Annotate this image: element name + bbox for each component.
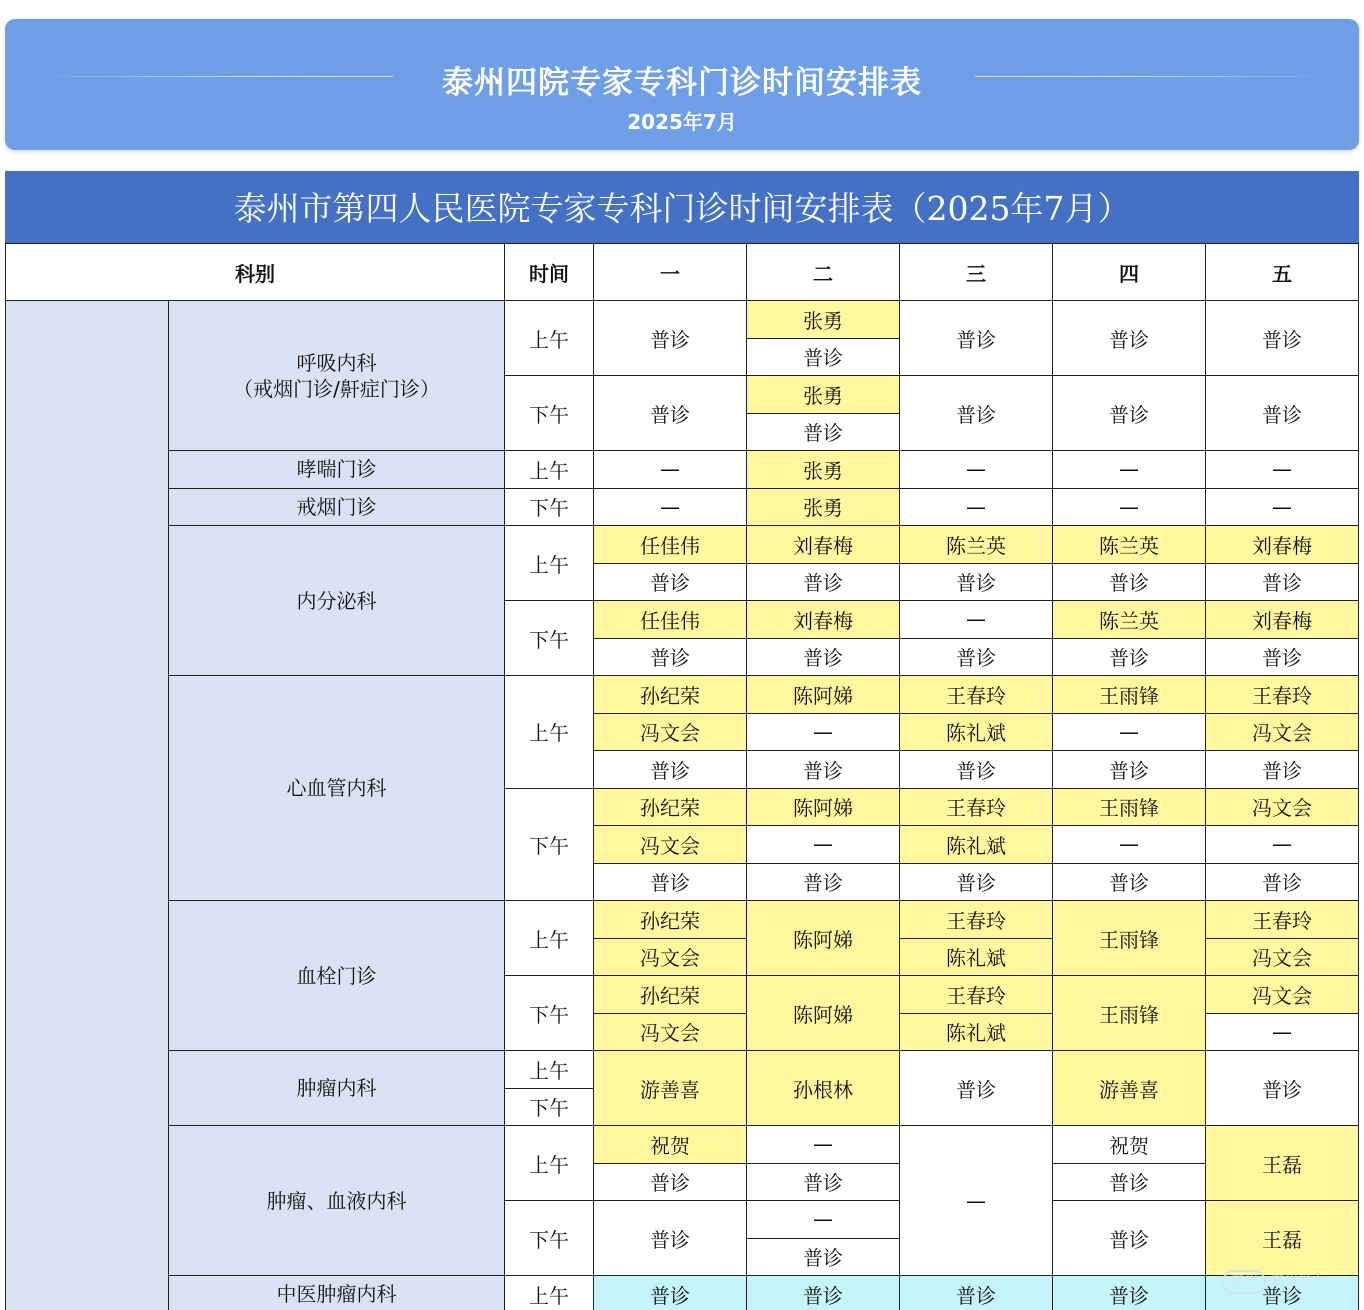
schedule-cell: 普诊 [1053,1201,1206,1276]
schedule-cell: 普诊 [1053,1276,1206,1310]
schedule-cell: 普诊 [1206,301,1359,376]
schedule-cell: 普诊 [747,638,900,676]
schedule-cell: 普诊 [900,563,1053,601]
expert-cell: 陈礼斌 [900,938,1053,976]
time-cell: 上午 [505,1276,594,1310]
schedule-cell: — [900,451,1053,489]
expert-cell: 刘春梅 [747,526,900,564]
schedule-cell: 普诊 [594,1201,747,1276]
schedule-cell: 普诊 [1053,563,1206,601]
watermark-text: 泰州发布 [1270,1274,1326,1290]
dept-asthma: 哮喘门诊 [169,451,505,489]
schedule-cell: 普诊 [594,563,747,601]
time-cell: 上午 [505,676,594,789]
schedule-cell: 普诊 [1053,638,1206,676]
schedule-cell: 普诊 [747,863,900,901]
schedule-cell: 普诊 [1206,563,1359,601]
time-cell: 上午 [505,526,594,601]
header-banner [5,19,1359,150]
schedule-cell: — [747,826,900,864]
schedule-cell: 普诊 [900,376,1053,451]
dept-thrombosis: 血栓门诊 [169,901,505,1051]
dept-name: 呼吸内科 [296,350,377,375]
schedule-cell: 普诊 [747,1163,900,1201]
schedule-cell: 普诊 [1053,1163,1206,1201]
expert-cell: 王雨锋 [1053,901,1206,976]
document-title: 泰州市第四人民医院专家专科门诊时间安排表（2025年7月） [5,171,1359,244]
schedule-cell: 普诊 [1053,863,1206,901]
dept-respiratory [169,301,505,451]
time-cell: 下午 [505,1088,594,1126]
time-cell: 上午 [505,1051,594,1089]
banner-title: 泰州四院专家专科门诊时间安排表 [442,65,922,101]
time-cell: 下午 [505,376,594,451]
schedule-cell: — [1206,826,1359,864]
expert-cell: 冯文会 [1206,938,1359,976]
schedule-cell: 普诊 [594,638,747,676]
expert-cell: 王雨锋 [1053,788,1206,826]
header-tue: 二 [747,244,900,301]
expert-cell: 孙纪荣 [594,976,747,1014]
table-row [6,1051,1359,1089]
watermark-badge: 泰州 [1222,1270,1266,1294]
expert-cell: 陈阿娣 [747,901,900,976]
expert-cell: 孙纪荣 [594,788,747,826]
expert-cell: 冯文会 [1206,788,1359,826]
expert-cell: 孙根林 [747,1051,900,1126]
header-row [6,244,1359,301]
expert-cell: 王春玲 [900,676,1053,714]
schedule-cell: — [900,1126,1053,1276]
expert-cell: 王春玲 [1206,901,1359,939]
schedule-cell: 普诊 [900,1051,1053,1126]
expert-cell: 冯文会 [594,1013,747,1051]
expert-cell: 王春玲 [900,976,1053,1014]
expert-cell: 冯文会 [594,938,747,976]
expert-cell: 张勇 [747,451,900,489]
expert-cell: 祝贺 [1053,1126,1206,1164]
schedule-cell: 普诊 [900,1276,1053,1310]
schedule-cell: 普诊 [1206,376,1359,451]
group-cell [6,301,169,1310]
expert-cell: 冯文会 [594,826,747,864]
table-row [6,488,1359,526]
expert-cell: 冯文会 [594,713,747,751]
dept-endocrinology: 内分泌科 [169,526,505,676]
header-time: 时间 [505,244,594,301]
schedule-cell: 普诊 [1053,376,1206,451]
schedule-cell: — [747,1126,900,1164]
schedule-cell: — [1053,488,1206,526]
time-cell: 下午 [505,1201,594,1276]
dept-tcm-oncology: 中医肿瘤内科 [169,1276,505,1310]
schedule-cell: 普诊 [1206,751,1359,789]
expert-cell: 王磊 [1206,1201,1359,1276]
dept-cardiovascular: 心血管内科 [169,676,505,901]
expert-cell: 陈兰英 [1053,526,1206,564]
schedule-cell: 普诊 [900,301,1053,376]
expert-cell: 刘春梅 [1206,601,1359,639]
time-cell: 上午 [505,901,594,976]
expert-cell: 孙纪荣 [594,901,747,939]
expert-cell: 王雨锋 [1053,676,1206,714]
expert-cell: 游善喜 [594,1051,747,1126]
schedule-cell: — [900,488,1053,526]
schedule-cell: — [594,488,747,526]
expert-cell: 王春玲 [900,788,1053,826]
expert-cell: 孙纪荣 [594,676,747,714]
table-row [6,676,1359,714]
schedule-cell: — [1206,488,1359,526]
header-dept: 科别 [6,244,505,301]
schedule-cell: — [1206,1013,1359,1051]
expert-cell: 陈礼斌 [900,713,1053,751]
expert-cell: 陈兰英 [1053,601,1206,639]
header-fri: 五 [1206,244,1359,301]
schedule-cell: 普诊 [747,563,900,601]
schedule-cell: 普诊 [900,638,1053,676]
table-row [6,901,1359,939]
schedule-cell: — [900,601,1053,639]
time-cell: 上午 [505,451,594,489]
expert-cell: 张勇 [747,488,900,526]
schedule-cell: 普诊 [900,863,1053,901]
schedule-cell: 普诊 [594,1163,747,1201]
schedule-cell: — [1053,451,1206,489]
schedule-document [5,171,1359,1310]
expert-cell: 张勇 [747,301,900,339]
time-cell: 下午 [505,488,594,526]
dept-smoking-cessation: 戒烟门诊 [169,488,505,526]
table-row [6,1126,1359,1164]
schedule-cell: — [1206,451,1359,489]
expert-cell: 祝贺 [594,1126,747,1164]
watermark [1222,1268,1350,1296]
schedule-cell: 普诊 [594,376,747,451]
expert-cell: 任佳伟 [594,526,747,564]
header-mon: 一 [594,244,747,301]
schedule-cell: — [1053,826,1206,864]
schedule-cell: — [747,1201,900,1239]
table-row [6,1276,1359,1310]
schedule-cell: 普诊 [594,863,747,901]
expert-cell: 王雨锋 [1053,976,1206,1051]
time-cell: 上午 [505,1126,594,1201]
schedule-cell: 普诊 [747,1238,900,1276]
schedule-cell: — [1053,713,1206,751]
expert-cell: 陈阿娣 [747,976,900,1051]
schedule-cell: 普诊 [1206,863,1359,901]
expert-cell: 游善喜 [1053,1051,1206,1126]
schedule-cell: — [747,713,900,751]
expert-cell: 刘春梅 [747,601,900,639]
schedule-cell: 普诊 [1206,1051,1359,1126]
time-cell: 下午 [505,788,594,901]
schedule-cell: 普诊 [900,751,1053,789]
table-row [6,451,1359,489]
table-row [6,301,1359,339]
header-wed: 三 [900,244,1053,301]
expert-cell: 陈礼斌 [900,826,1053,864]
expert-cell: 王磊 [1206,1126,1359,1201]
schedule-cell: 普诊 [1053,751,1206,789]
schedule-cell: 普诊 [747,338,900,376]
header-thu: 四 [1053,244,1206,301]
schedule-cell: — [594,451,747,489]
expert-cell: 王春玲 [900,901,1053,939]
schedule-table [5,243,1359,1310]
schedule-cell: 普诊 [747,413,900,451]
banner-subtitle: 2025年7月 [627,110,737,134]
expert-cell: 王春玲 [1206,676,1359,714]
schedule-cell: 普诊 [1206,638,1359,676]
expert-cell: 刘春梅 [1206,526,1359,564]
schedule-cell: 普诊 [1053,301,1206,376]
dept-subname: （戒烟门诊/鼾症门诊） [233,376,440,401]
schedule-cell: 普诊 [747,751,900,789]
time-cell: 上午 [505,301,594,376]
schedule-cell: 普诊 [1206,1276,1359,1310]
schedule-cell: 普诊 [594,1276,747,1310]
expert-cell: 任佳伟 [594,601,747,639]
schedule-cell: 普诊 [594,751,747,789]
expert-cell: 陈兰英 [900,526,1053,564]
time-cell: 下午 [505,601,594,676]
expert-cell: 冯文会 [1206,713,1359,751]
dept-oncology-hematology: 肿瘤、血液内科 [169,1126,505,1276]
table-row [6,526,1359,564]
time-cell: 下午 [505,976,594,1051]
schedule-cell: 普诊 [594,301,747,376]
schedule-cell: 普诊 [747,1276,900,1310]
dept-oncology: 肿瘤内科 [169,1051,505,1126]
expert-cell: 陈阿娣 [747,788,900,826]
expert-cell: 冯文会 [1206,976,1359,1014]
expert-cell: 张勇 [747,376,900,414]
expert-cell: 陈礼斌 [900,1013,1053,1051]
expert-cell: 陈阿娣 [747,676,900,714]
